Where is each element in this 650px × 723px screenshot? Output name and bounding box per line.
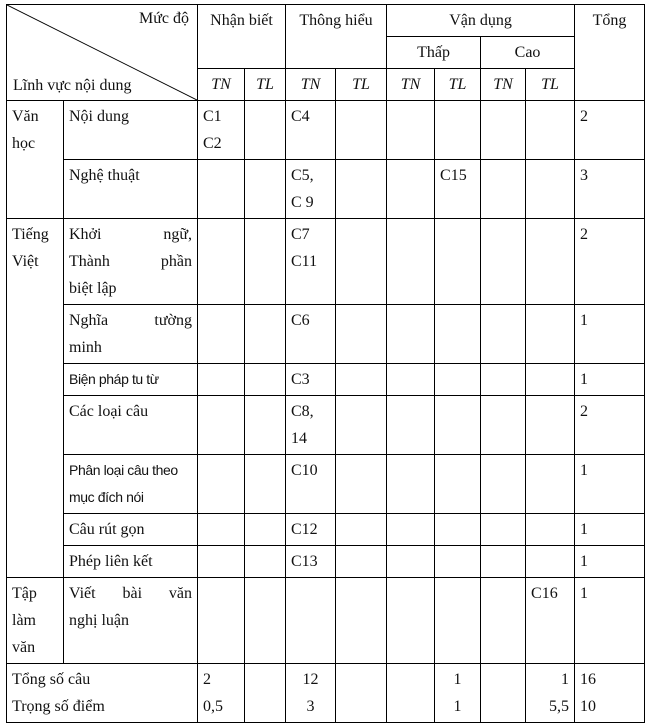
row-label: Phân loại câu theo mục đích nói [64, 455, 198, 514]
row-total: 1 [575, 305, 645, 364]
row-total: 2 [575, 219, 645, 305]
table-row [7, 219, 645, 305]
table-row [7, 514, 645, 546]
exam-matrix-table [6, 4, 645, 723]
table-row [7, 101, 645, 160]
row-label: Viết bài văn nghị luận [64, 578, 198, 664]
summary-labels: Tổng số câu Trọng số điểm [7, 664, 198, 723]
row-total: 1 [575, 364, 645, 396]
th-tl-header: TL [336, 69, 387, 101]
summary-vdt-tl: 1 1 [435, 664, 481, 723]
group-van-hoc: Văn học [7, 101, 64, 219]
group-tap-lam-van: Tập làm văn [7, 578, 64, 664]
apply-high-header: Cao [481, 37, 575, 69]
cell: C10 [286, 455, 336, 514]
row-label: Nghĩa tường minh [64, 305, 198, 364]
apply-header: Vận dụng [387, 5, 575, 37]
row-total: 1 [575, 546, 645, 578]
vdt-tn-header: TN [387, 69, 435, 101]
cell: C3 [286, 364, 336, 396]
table-row [7, 160, 645, 219]
summary-th-tn: 12 3 [286, 664, 336, 723]
vdt-tl-header: TL [435, 69, 481, 101]
row-total: 3 [575, 160, 645, 219]
table-row [7, 546, 645, 578]
th-tn-header: TN [286, 69, 336, 101]
recognize-header: Nhận biết [198, 5, 286, 69]
row-total: 1 [575, 514, 645, 546]
apply-low-header: Thấp [387, 37, 481, 69]
summary-nb-tn: 2 0,5 [198, 664, 245, 723]
level-label: Mức độ [139, 10, 189, 27]
row-label: Khởi ngữ, Thành phần biệt lập [64, 219, 198, 305]
table-row [7, 578, 645, 664]
cell: C16 [526, 578, 575, 664]
row-label: Biện pháp tu từ [64, 364, 198, 396]
row-label: Các loại câu [64, 396, 198, 455]
total-header: Tổng [575, 5, 645, 101]
cell: C7 C11 [286, 219, 336, 305]
table-row [7, 396, 645, 455]
cell: C6 [286, 305, 336, 364]
row-label: Câu rút gọn [64, 514, 198, 546]
cell: C15 [435, 160, 481, 219]
row-total: 1 [575, 578, 645, 664]
table-row [7, 305, 645, 364]
vdc-tn-header: TN [481, 69, 526, 101]
cell: C12 [286, 514, 336, 546]
vdc-tl-header: TL [526, 69, 575, 101]
row-label: Nội dung [64, 101, 198, 160]
summary-row [7, 664, 645, 723]
row-label: Nghệ thuật [64, 160, 198, 219]
cell: C1 C2 [198, 101, 245, 160]
cell: C4 [286, 101, 336, 160]
group-tieng-viet: Tiếng Việt [7, 219, 64, 578]
cell: C8, 14 [286, 396, 336, 455]
row-total: 2 [575, 396, 645, 455]
table-row [7, 455, 645, 514]
diagonal-header-cell [7, 5, 198, 101]
cell: C5, C 9 [286, 160, 336, 219]
content-field-label: Lĩnh vực nội dung [13, 77, 132, 94]
nb-tn-header: TN [198, 69, 245, 101]
row-total: 2 [575, 101, 645, 160]
row-label: Phép liên kết [64, 546, 198, 578]
summary-vdc-tl: 1 5,5 [526, 664, 575, 723]
understand-header: Thông hiểu [286, 5, 387, 69]
nb-tl-header: TL [245, 69, 286, 101]
summary-total: 16 10 [575, 664, 645, 723]
row-total: 1 [575, 455, 645, 514]
cell: C13 [286, 546, 336, 578]
table-row [7, 364, 645, 396]
